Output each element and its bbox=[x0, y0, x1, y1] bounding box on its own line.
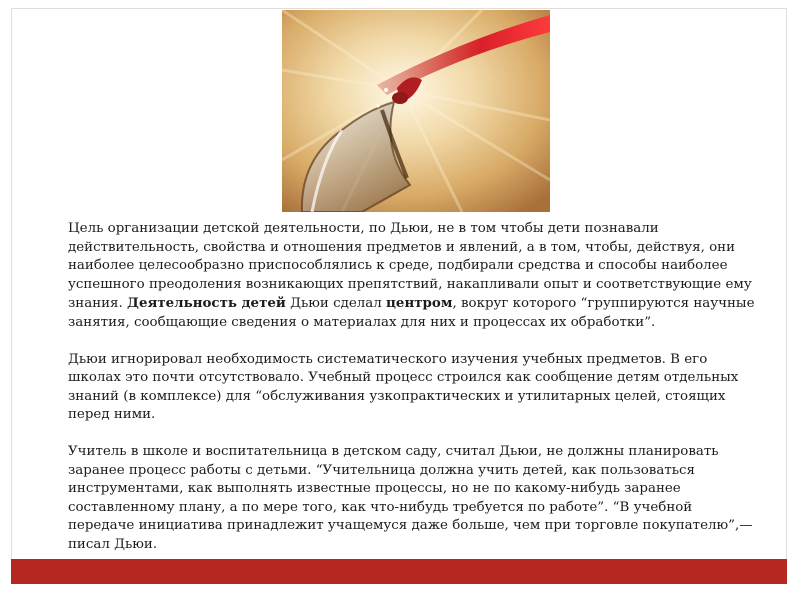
paragraph-1: Цель организации детской деятельности, по Дьюи, не в том чтобы дети познавали действительность, свойства и отношения предметов и явлений, а в том, чтобы, действуя, они наиболее целесообразно приспособлялись к среде, подбирали средства и способы наиболее успешного преодоления возникающих препятствий, накапливали опыт и соответствующие ему знания. Деятельность детей Дьюи сделал центром, вокруг которого “группируются научные занятия, сообщающие сведения о материалах для них и процессах их обработки”. bbox=[68, 221, 755, 330]
wine-glass-image bbox=[282, 10, 550, 212]
body-text bbox=[68, 220, 758, 573]
bold-word-center: центром bbox=[386, 295, 453, 311]
bold-phrase-children-activity: Деятельность детей bbox=[127, 295, 286, 311]
paragraph-2: Дьюи игнорировал необходимость систематического изучения учебных предметов. В его школах это почти отсутствовало. Учебный процесс строился как сообщение детям отдельных знаний (в комплексе) для “обслуживания узкопрактических и утилитарных целей, стоящих перед ними. bbox=[68, 351, 739, 422]
paragraph-3: Учитель в школе и воспитательница в детском саду, считал Дьюи, не должны планировать заранее процесс работы с детьми. “Учительница должна учить детей, как пользоваться инструментами, как выполнять известные процессы, но не по какому-нибудь заранее составленному плану, а по мере того, как что-нибудь требуется по работе”. “В учебной передаче инициатива принадлежит учащемуся даже больше, чем при торговле покупателю”,— писал Дьюи. bbox=[68, 444, 753, 552]
wine-glass-illustration bbox=[282, 10, 550, 212]
footer-accent-bar bbox=[11, 559, 787, 584]
